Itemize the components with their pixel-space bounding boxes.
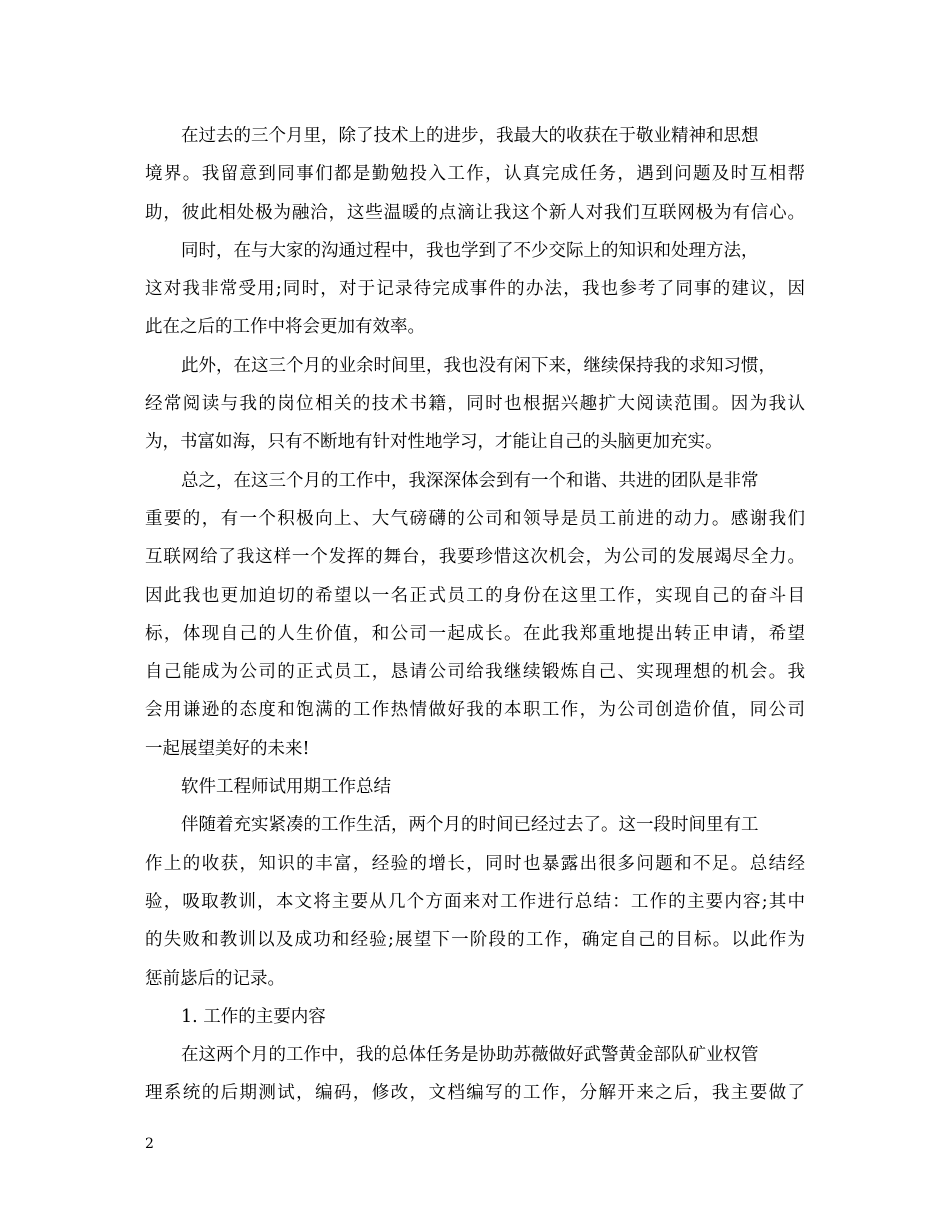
paragraph-line: 理系统的后期测试，编码，修改，文档编写的工作，分解开来之后，我主要做了: [145, 1083, 805, 1104]
paragraph-line: 自己能成为公司的正式员工，恳请公司给我继续锻炼自己、实现理想的机会。我: [145, 662, 805, 683]
paragraph-line: 重要的，有一个积极向上、大气磅礴的公司和领导是员工前进的动力。感谢我们: [145, 508, 805, 529]
paragraph-line: 伴随着充实紧凑的工作生活，两个月的时间已经过去了。这一段时间里有工: [181, 815, 759, 836]
paragraph-line: 此在之后的工作中将会更加有效率。: [145, 317, 425, 338]
paragraph-line: 这对我非常受用;同时，对于记录待完成事件的办法，我也参考了同事的建议，因: [145, 279, 805, 300]
paragraph-line: 在这两个月的工作中，我的总体任务是协助苏薇做好武警黄金部队矿业权管: [181, 1045, 759, 1066]
paragraph-line: 同时，在与大家的沟通过程中，我也学到了不少交际上的知识和处理方法，: [181, 240, 759, 261]
paragraph-line: 作上的收获，知识的丰富，经验的增长，同时也暴露出很多问题和不足。总结经: [145, 853, 805, 874]
paragraph-line: 验，吸取教训，本文将主要从几个方面来对工作进行总结：工作的主要内容;其中: [145, 891, 805, 912]
numbered-heading: 1. 工作的主要内容: [181, 1006, 326, 1027]
paragraph-line: 惩前毖后的记录。: [145, 968, 285, 989]
paragraph-line: 经常阅读与我的岗位相关的技术书籍，同时也根据兴趣扩大阅读范围。因为我认: [145, 394, 805, 415]
paragraph-line: 境界。我留意到同事们都是勤勉投入工作，认真完成任务，遇到问题及时互相帮: [145, 164, 805, 185]
paragraph-line: 一起展望美好的未来!: [145, 738, 310, 759]
paragraph-line: 互联网给了我这样一个发挥的舞台，我要珍惜这次机会，为公司的发展竭尽全力。: [145, 547, 805, 568]
paragraph-line: 因此我也更加迫切的希望以一名正式员工的身份在这里工作，实现自己的奋斗目: [145, 585, 805, 606]
paragraph-line: 为，书富如海，只有不断地有针对性地学习，才能让自己的头脑更加充实。: [145, 432, 723, 453]
paragraph-line: 的失败和教训以及成功和经验;展望下一阶段的工作，确定自己的目标。以此作为: [145, 930, 805, 951]
document-body: [145, 117, 805, 1113]
paragraph-line: 助，彼此相处极为融洽，这些温暖的点滴让我这个新人对我们互联网极为有信心。: [145, 202, 805, 223]
paragraph-line: 总之，在这三个月的工作中，我深深体会到有一个和谐、共进的团队是非常: [181, 470, 759, 491]
paragraph-line: 此外，在这三个月的业余时间里，我也没有闲下来，继续保持我的求知习惯，: [181, 355, 776, 376]
section-title: 软件工程师试用期工作总结: [181, 777, 391, 798]
paragraph-line: 会用谦逊的态度和饱满的工作热情做好我的本职工作，为公司创造价值，同公司: [145, 700, 805, 721]
paragraph-line: 在过去的三个月里，除了技术上的进步，我最大的收获在于敬业精神和思想: [181, 126, 759, 146]
paragraph-line: 标，体现自己的人生价值，和公司一起成长。在此我郑重地提出转正申请，希望: [145, 623, 805, 644]
page-number: 2: [145, 1136, 154, 1152]
